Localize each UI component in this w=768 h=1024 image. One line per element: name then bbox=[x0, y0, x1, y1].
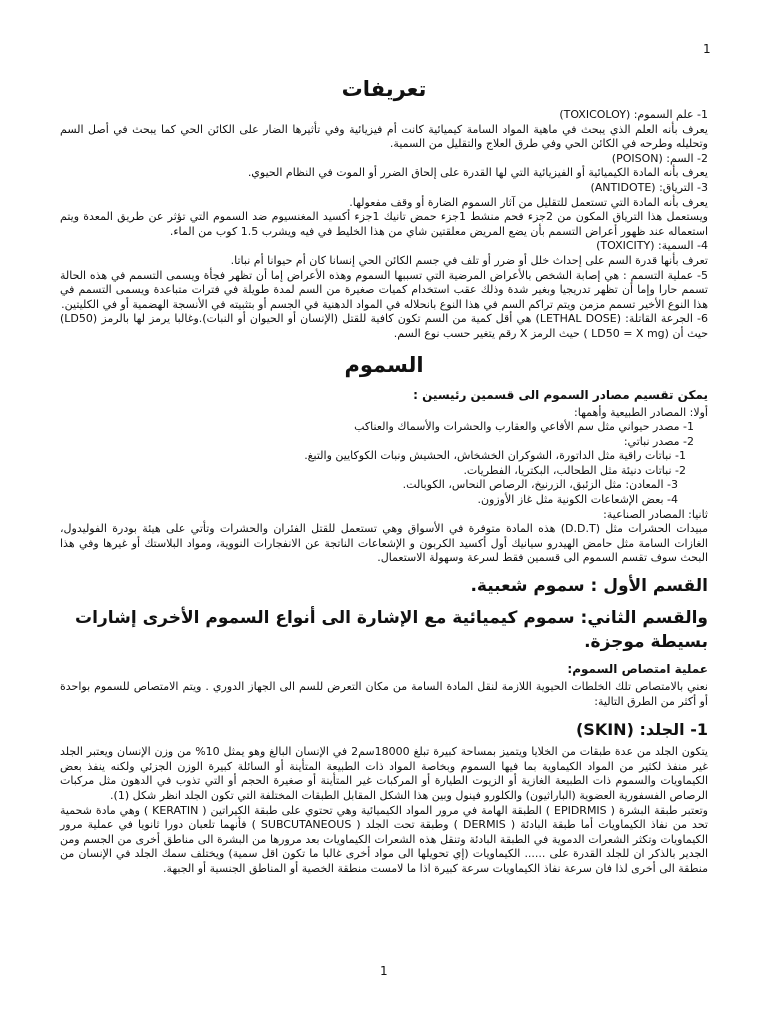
sources-heading: يمكن تقسيم مصادر السموم الى قسمين رئيسين : bbox=[413, 387, 708, 402]
page-number-bottom: 1 bbox=[380, 964, 388, 978]
list-item: 1- نباتات راقية مثل الداتورة، الشوكران الخشخاش، الحشيش ونبات الكوكايين والتبغ. bbox=[304, 449, 686, 463]
definition-heading-toxicology: 1- علم السموم: (TOXICOLOY) bbox=[559, 108, 708, 121]
definitions-title: تعريفات bbox=[341, 77, 427, 101]
section-one-heading: القسم الأول : سموم شعبية. bbox=[470, 576, 708, 597]
definition-text: يعرف بأنه المادة الكيميائية أو الفيزيائية التي لها القدرة على إلحاق الضرر أو الموت في النظام الحيوي. bbox=[247, 166, 708, 180]
skin-paragraph: وتعتبر طبقة البشرة ( EPIDRMIS ) الطبقة الهامة في مرور المواد الكيميائية وهي تحتوي على طبقة الكيراتين ( KERATIN ) وهي مادة شحمية تحد من نفاذ الكيماويات أما طبقة البادئة ( DERMIS ) وطبقة تحت الجلد ( SUBCUTANEOUS ) فأنهما تلعبان دورا ثانويا في عملية مرور الكيماويات وتكثر الشعرات الدموية في الطبقة البادئة وتنقل هذه الشعرات الكيماويات بعد مرورها من البشرة الى مناطق أخرى من الجسم ومن الجدير بالذكر ان للجلد القدرة على ...... الكيماويات (إي تحويلها الى مواد أخرى غالبا ما تكون اقل سمية) ويختلف سمك الجلد في الإنسان من منطقة الى أخرى لذا فان سرعة نفاذ الكيماويات سرعة كبيرة اذا ما لامست منطقة الخصية أو المناطق الجنسية أو الجبهة. bbox=[60, 803, 708, 875]
definition-heading-toxicity: 4- السمية: (TOXICITY) bbox=[596, 239, 708, 253]
section-two-heading: والقسم الثاني: سموم كيميائية مع الإشارة الى أنواع السموم الأخرى إشارات بسيطة موجزة. bbox=[75, 608, 708, 653]
page-number-top: 1 bbox=[703, 42, 711, 56]
definitions-list bbox=[60, 108, 708, 342]
definition-text: 6- الجرعة القاتلة: (LETHAL DOSE) هي أقل كمية من السم تكون كافية للقتل (الإنسان أو الحيوان أو النبات).وغالبا يرمز لها بالرمز (LD50) حيث أن (LD50 = X mg ) حيث الرمز X رقم يتغير حسب نوع السم. bbox=[60, 312, 709, 340]
definition-text: يعرف بأنه العلم الذي يبحث في ماهية المواد السامة كيميائية كانت أم فيزيائية وفي تأثيرها الضار على الكائن الحي كما يبحث في أصل السم وتحليله وطرحه في الكائن الحي وفي طرق العلاج والتقليل من السمية. bbox=[60, 122, 708, 151]
definition-text: تعرف بأنها قدرة السم على إحداث خلل أو ضرر أو تلف في جسم الكائن الحي إنسانا كان أم حيوانا أم نباتا. bbox=[230, 253, 708, 267]
list-item: 2- نباتات دنيئة مثل الطحالب، البكتريا، الفطريات. bbox=[463, 463, 686, 477]
definition-heading-antidote: 3- الترياق: (ANTIDOTE) bbox=[590, 180, 708, 194]
skin-paragraph: يتكون الجلد من عدة طبقات من الخلايا ويتميز بمساحة كبيرة تبلغ 18000سم2 في الإنسان البالغ وهو يمثل 10% من وزن الإنسان ويعتبر الجلد غير منفذ لكثير من المواد الكيماوية بما فيها السموم وبخاصة المواد ذات الطبيعة المتأينة أو السائلة كبيرة الوزن الجزئي ولكنه ينفذ بعض الكيماويات والسموم ذات الطبيعة الغازية أو الزيوت الطيارة أو المركبات غير المتأينة أو صغيرة الحجم أو التي تذوب في الدهون مثل مركبات الرصاص الفسفورية العضوية (الباراثيون) والكلورو فينول وبين هذا الشكل المقابل الطبقات المختلفة التي تكون الجلد انظر شكل (1). bbox=[60, 745, 708, 802]
list-item: 2- مصدر نباتي: bbox=[623, 434, 694, 448]
list-item: ثانيا: المصادر الصناعية: bbox=[603, 507, 708, 521]
definition-text: ويستعمل هذا الترياق المكون من 2جزء فحم منشط 1جزء حمض تانيك 1جزء أكسيد المغنسيوم ضد السموم التي تؤثر عن طريق المعدة ويتم استعماله عند ظهور أعراض التسمم بأن يضع المريض معلقتين شاي من هذا الخليط في فيه ويشرب 1.5 كوب من الماء. bbox=[60, 210, 708, 238]
list-item: 3- المعادن: مثل الزئبق، الزرنيخ، الرصاص النحاس، الكوبالت. bbox=[402, 478, 678, 492]
definition-heading-poison: 2- السم: (POISON) bbox=[611, 151, 708, 165]
absorption-paragraph: نعني بالامتصاص تلك الخلطات الحيوية اللازمة لنقل المادة السامة من مكان التعرض للسم الى الجهاز الدوري . ويتم الامتصاص للسموم بواحدة أو أكثر من الطرق التالية: bbox=[60, 680, 708, 708]
skin-heading: 1- الجلد: (SKIN) bbox=[575, 720, 708, 740]
absorption-heading: عملية امتصاص السموم: bbox=[567, 662, 708, 677]
document-body bbox=[60, 74, 708, 877]
sources-list bbox=[60, 406, 708, 523]
list-item: أولا: المصادر الطبيعية وأهمها: bbox=[574, 405, 708, 419]
industrial-paragraph: مبيدات الحشرات مثل (D.D.T) هذه المادة متوفرة في الأسواق وهي تستعمل للقتل الفئران والحشرات وتأتي على هيئة بودرة الفوليدول، الغازات السامة مثل حامض الهيدرو سيانيك أول أكسيد الكربون و الإشعاعات الناتجة عن الانفجارات النووية، ومواد البلاستك أو غيرها وفي هذا البحث سوف تقسم السموم الى قسمين فقط لسرعة وسهولة الاستعمال. bbox=[60, 522, 709, 565]
poisons-title: السموم bbox=[344, 352, 424, 377]
definition-text: 5- عملية التسمم : هي إصابة الشخص بالأعراض المرضية التي تسببها السموم وهذه الأعراض إما أن تظهر فجأة ويسمى التسمم في هذه الحالة تسمم حارا وإما أن تظهر تدريجيا وبغير شدة وذلك عقب استخدام كميات صغيرة من السم لمدة طويلة في فترات متباعدة ويسمى التسمم في هذا النوع الأخير تسمم مزمن ويتم تراكم السم في هذا النوع بانحلاله في المواد الدهنية في الجسم أو بتثبيته في الأنسجة الهضمية أو في الكليتين. bbox=[60, 268, 708, 311]
list-item: 1- مصدر حيواني مثل سم الأفاعي والعقارب والحشرات والأسماك والعناكب bbox=[354, 420, 694, 434]
list-item: 4- بعض الإشعاعات الكونية مثل غاز الأوزون. bbox=[477, 493, 678, 507]
definition-text: يعرف بأنه المادة التي تستعمل للتقليل من آثار السموم الضارة أو وقف مفعولها. bbox=[349, 195, 708, 209]
